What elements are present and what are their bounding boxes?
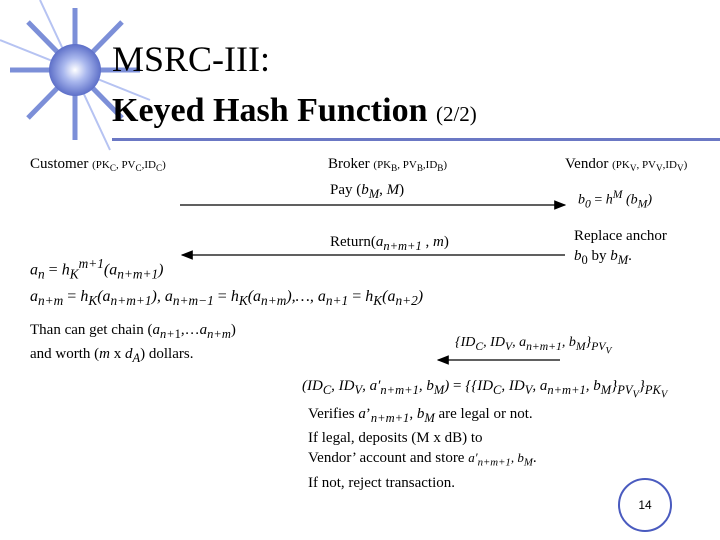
subtitle-part: (2/2) (435, 102, 477, 126)
chain-formula: $a_{n+m} = h_K(a_{n+m+1})$, $a_{n+m-1}$ = $h_K(a_{n+m}),\dots$, $a_{n+1} = h_K(a_{n+2})$ (30, 288, 424, 309)
vendor-check-formula: $b_0 = h^M$ $(b_M)$ (578, 188, 653, 211)
verify-line2: If legal, deposits (M x dB) to (308, 430, 483, 446)
subtitle-text: Keyed Hash Function (112, 92, 428, 129)
broker-label: Broker (328, 156, 370, 172)
broker-keys: ($PK_B$, $PV_B,ID_B$) (373, 159, 448, 174)
vendor-signed-formula: {$ID_C$, $ID_V$, $a_{n+m+1}$, $b_M\}_{PV_V}$ (455, 335, 612, 357)
customer-keys: ($PK_C$, $PV_C,ID_C$) (92, 159, 166, 174)
page-number: 14 (618, 478, 672, 532)
verify-line4: If not, reject transaction. (308, 474, 456, 491)
pay-label: Pay ($b_M$, M) (330, 182, 405, 201)
verify-block: Verifies $a’_{n+m+1}$, $b_M$ are legal or not. If legal, deposits (M x dB) to Vendor’ account and store $a'_{n+m+1}$, $b_M$. If not, reject transaction. (308, 406, 537, 491)
slide-title: MSRC-III: (112, 39, 271, 79)
vendor-label: Vendor (565, 156, 609, 172)
verify-line3: Vendor’ account and store (308, 450, 465, 466)
replace-anchor-text: Replace anchor $b_0$ by $b_M$. (574, 228, 667, 267)
customer-label: Customer (30, 156, 89, 172)
vendor-keys: ($PK_V$, $PV_V,ID_V$) (612, 159, 688, 174)
return-label: $Return(a_{n+m+1}$ , m) (330, 234, 449, 253)
chain-note: Than can get chain $(a_{n+1},\dots a_{n+m})$ and worth (m x $d_A$) dollars. (30, 322, 236, 365)
broker-decrypt-formula: ($ID_C$, $ID_V$, $a'_{n+m+1}$, $b_M) = \{\{ID_C$, $ID_V$, $a_{n+m+1}$, $b_M\}_{PV_V}\}_{PK_V}$ (302, 378, 668, 401)
customer-check-formula: $a_n = h_K^{m+1}(a_{n+m+1})$ (30, 256, 164, 282)
